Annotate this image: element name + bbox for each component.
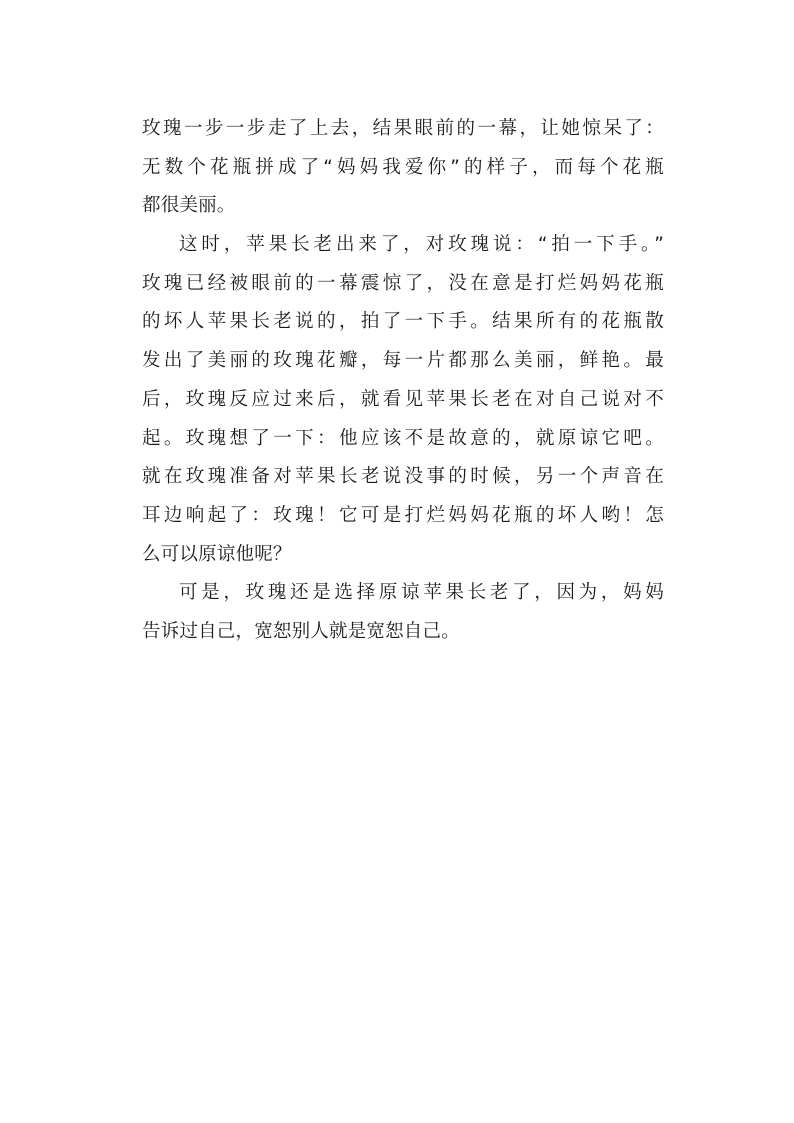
text-line: 这时，苹果长老出来了，对玫瑰说：“拍一下手。” <box>179 234 664 256</box>
text-line: 可是，玫瑰还是选择原谅苹果长老了，因为，妈妈 <box>179 582 664 604</box>
text-line: 就在玫瑰准备对苹果长老说没事的时候，另一个声音在 <box>142 466 664 488</box>
text-line: 么可以原谅他呢？ <box>142 543 292 565</box>
text-line: 无数个花瓶拼成了“妈妈我爱你”的样子，而每个花瓶 <box>142 156 664 178</box>
text-line: 发出了美丽的玫瑰花瓣，每一片都那么美丽，鲜艳。最 <box>142 350 664 372</box>
story-text <box>142 110 664 652</box>
text-line: 告诉过自己，宽恕别人就是宽恕自己。 <box>142 620 460 642</box>
text-line: 玫瑰一步一步走了上去，结果眼前的一幕，让她惊呆了： <box>142 118 664 139</box>
text-line: 耳边响起了：玫瑰！它可是打烂妈妈花瓶的坏人哟！怎 <box>142 504 664 526</box>
text-line: 后，玫瑰反应过来后，就看见苹果长老在对自己说对不 <box>142 388 664 410</box>
text-line: 起。玫瑰想了一下：他应该不是故意的，就原谅它吧。 <box>142 427 664 449</box>
text-line: 都很美丽。 <box>142 195 236 217</box>
text-line: 的坏人苹果长老说的，拍了一下手。结果所有的花瓶散 <box>142 311 664 333</box>
text-line: 玫瑰已经被眼前的一幕震惊了，没在意是打烂妈妈花瓶 <box>142 272 664 294</box>
